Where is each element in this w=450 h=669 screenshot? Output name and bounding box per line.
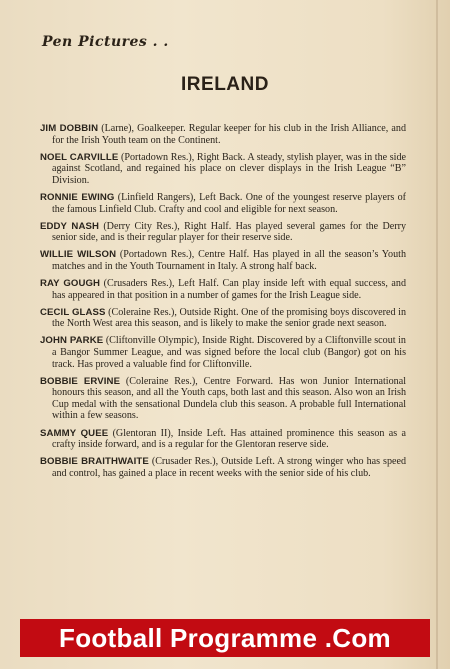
player-entry [40,428,406,451]
player-description: (Glentoran II), Inside Left. Has attained prominence this season as a crafty inside forward, and is a regular for the Glentoran reserve side. [52,427,407,451]
player-entry [40,376,406,422]
player-entry [40,192,406,215]
player-entry [40,335,406,370]
player-name: CECIL GLASS [40,306,106,318]
player-description: (Linfield Rangers), Left Back. One of the youngest reserve players of the famous Linfield Club. Crafty and cool and eligible for next season. [52,191,406,215]
player-name: NOEL CARVILLE [40,151,119,163]
player-entry [40,123,406,146]
player-list [40,123,406,485]
watermark-banner [20,619,430,657]
player-entry [40,152,406,187]
player-description: (Portadown Res.), Right Back. A steady, stylish player, was in the side against Scotland, and regained his place on clever displays in the Irish League “B” Division. [52,151,406,186]
player-name: EDDY NASH [40,220,100,232]
player-description: (Portadown Res.), Centre Half. Has played in all the season’s Youth matches and in the Youth Tournament in Italy. A strong half back. [52,249,406,272]
player-name: SAMMY QUEE [40,427,109,439]
player-name: JIM DOBBIN [40,123,99,134]
section-header: Pen Pictures . . [42,34,169,50]
player-name: BOBBIE BRAITHWAITE [40,456,149,468]
player-name: WILLIE WILSON [40,249,117,261]
player-description: (Crusader Res.), Outside Left. A strong winger who has speed and control, has gained a place in recent weeks with the senior side of his club. [52,456,406,479]
player-name: RONNIE EWING [40,191,115,203]
player-entry [40,249,406,272]
player-description: (Larne), Goalkeeper. Regular keeper for his club in the Irish Alliance, and for the Irish Youth team on the Continent. [52,123,407,146]
player-description: (Crusaders Res.), Left Half. Can play inside left with equal success, and has appeared in that position in a number of games for the Irish League side. [52,278,406,301]
player-entry [40,307,406,330]
player-description: (Coleraine Res.), Outside Right. One of the promising boys discovered in the North West area this season, and is likely to make the senior grade next season. [52,306,406,330]
player-name: RAY GOUGH [40,278,101,290]
watermark-text: Football Programme .Com [59,622,391,653]
page-fold [436,0,438,669]
player-description: (Coleraine Res.), Centre Forward. Has won Junior International honours this season, and all the Youth caps, both last and this season. Also won an Irish Cup medal with the sensational Dundela club this season. A probable full International within a few seasons. [52,375,406,422]
player-name: JOHN PARKE [40,335,104,347]
player-description: (Derry City Res.), Right Half. Has played several games for the Derry senior side, and is their regular player for their reserve side. [52,220,406,244]
page-title: IRELAND [181,74,269,95]
player-entry [40,278,406,301]
player-name: BOBBIE ERVINE [40,375,121,387]
player-description: (Cliftonville Olympic), Inside Right. Discovered by a Cliftonville scout in a Bangor Summer League, and was signed before the local club (Bangor) got on his track. Has proved a valuable find for Cliftonville. [52,335,406,370]
player-entry [40,221,406,244]
player-entry [40,456,406,479]
